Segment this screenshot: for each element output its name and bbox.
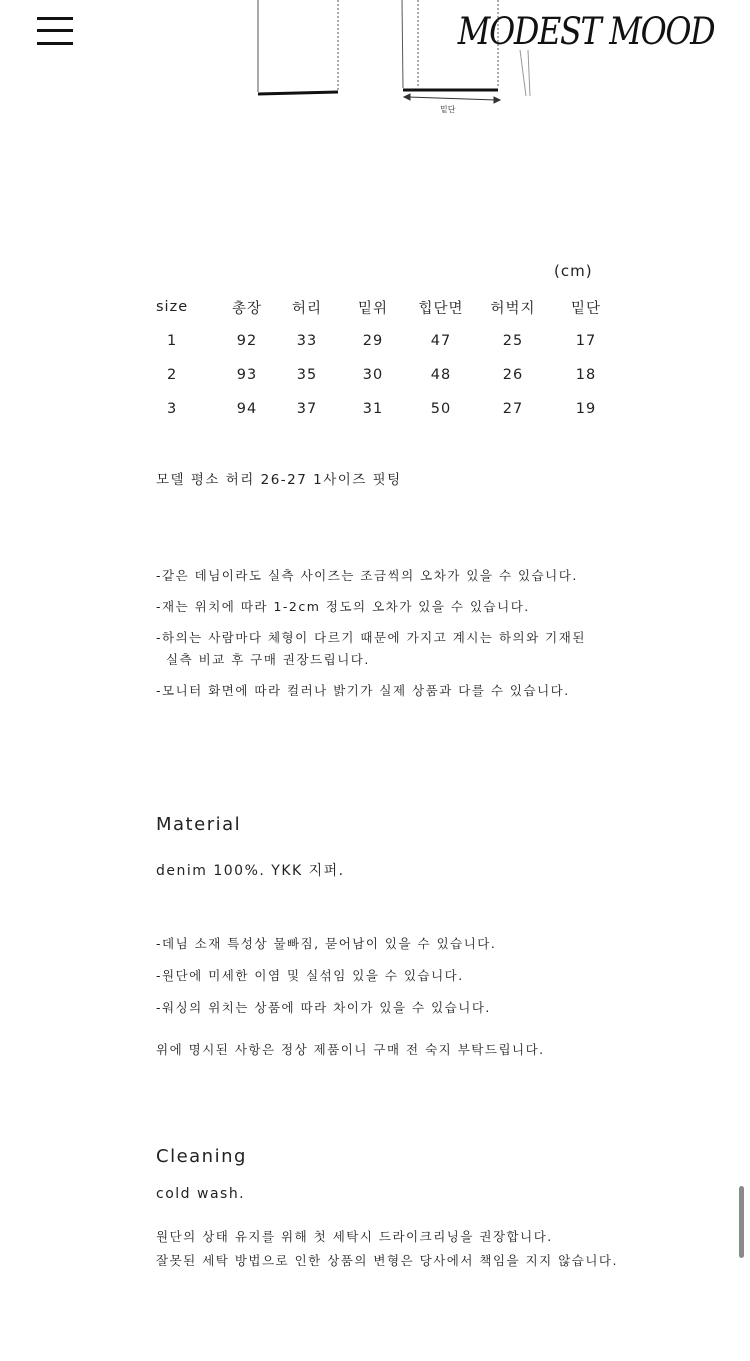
- material-note: -워싱의 위치는 상품에 따라 차이가 있을 수 있습니다.: [156, 1000, 491, 1015]
- table-cell: 92: [236, 333, 258, 349]
- unit-label: (cm): [554, 262, 593, 280]
- side-leg-line: [528, 50, 530, 96]
- size-note: -재는 위치에 따라 1-2cm 정도의 오차가 있을 수 있습니다.: [156, 599, 530, 614]
- side-leg-line: [520, 50, 526, 96]
- material-composition: denim 100%. YKK 지퍼.: [156, 863, 345, 879]
- header-cell: 밑위: [357, 300, 388, 317]
- purchase-confirm-note: 위에 명시된 사항은 정상 제품이니 구매 전 숙지 부탁드립니다.: [156, 1042, 545, 1057]
- hem-measure-arrow: [408, 97, 496, 100]
- table-cell: 25: [502, 333, 524, 349]
- hem-label: 밑단: [440, 105, 456, 114]
- table-cell: 2: [167, 367, 178, 383]
- right-leg-outer-line: [402, 0, 403, 88]
- table-cell: 37: [296, 401, 318, 417]
- table-row: [150, 392, 615, 426]
- cleaning-method: cold wash.: [156, 1186, 246, 1202]
- table-row: [150, 358, 615, 392]
- table-header-row: [150, 290, 615, 324]
- arrow-head-right: [494, 97, 500, 103]
- menu-line: [37, 42, 73, 45]
- hamburger-menu-icon[interactable]: [37, 16, 74, 46]
- left-hem-line: [258, 92, 338, 94]
- cleaning-note: 원단의 상태 유지를 위해 첫 세탁시 드라이크리닝을 권장합니다.: [156, 1229, 553, 1244]
- table-cell: 93: [236, 367, 258, 383]
- arrow-head-left: [404, 94, 410, 100]
- table-cell: 26: [502, 367, 524, 383]
- jeans-size-sketch: [240, 0, 540, 120]
- size-note: -같은 데님이라도 실측 사이즈는 조금씩의 오차가 있을 수 있습니다.: [156, 568, 578, 583]
- size-table: [150, 290, 615, 426]
- size-note: 실측 비교 후 구매 권장드립니다.: [166, 652, 370, 667]
- table-cell: 18: [575, 367, 597, 383]
- menu-line: [37, 17, 73, 20]
- table-cell: 1: [167, 333, 178, 349]
- header-cell: 허벅지: [490, 300, 536, 317]
- cleaning-heading: Cleaning: [156, 1146, 247, 1167]
- cleaning-note: 잘못된 세탁 방법으로 인한 상품의 변형은 당사에서 책임을 지지 않습니다.: [156, 1253, 618, 1268]
- size-note: -하의는 사람마다 체형이 다르기 때문에 가지고 계시는 하의와 기재된: [156, 630, 586, 645]
- table-cell: 29: [362, 333, 384, 349]
- table-cell: 31: [362, 401, 384, 417]
- material-heading: Material: [156, 814, 242, 835]
- table-cell: 50: [430, 401, 452, 417]
- table-cell: 17: [575, 333, 597, 349]
- header-cell: 밑단: [570, 300, 601, 317]
- scrollbar-thumb[interactable]: [739, 1186, 744, 1258]
- table-cell: 30: [362, 367, 384, 383]
- table-cell: 47: [430, 333, 452, 349]
- header-cell: 총장: [231, 300, 262, 317]
- table-cell: 33: [296, 333, 318, 349]
- header-cell: 허리: [291, 300, 322, 317]
- table-row: [150, 324, 615, 358]
- table-cell: 35: [296, 367, 318, 383]
- material-note: -원단에 미세한 이염 및 실섞임 있을 수 있습니다.: [156, 968, 464, 983]
- table-cell: 27: [502, 401, 524, 417]
- brand-logo[interactable]: MODEST MOOD: [457, 10, 714, 53]
- table-cell: 48: [430, 367, 452, 383]
- table-cell: 19: [575, 401, 597, 417]
- size-note: -모니터 화면에 따라 컬러나 밝기가 실제 상품과 다를 수 있습니다.: [156, 683, 570, 698]
- material-note: -데님 소재 특성상 물빠짐, 묻어남이 있을 수 있습니다.: [156, 936, 497, 951]
- table-cell: 3: [167, 401, 178, 417]
- table-cell: 94: [236, 401, 258, 417]
- header-cell: 힙단면: [418, 300, 464, 317]
- menu-line: [37, 29, 73, 32]
- model-fitting-note: 모델 평소 허리 26-27 1사이즈 핏팅: [156, 472, 402, 488]
- header-cell: size: [156, 299, 189, 315]
